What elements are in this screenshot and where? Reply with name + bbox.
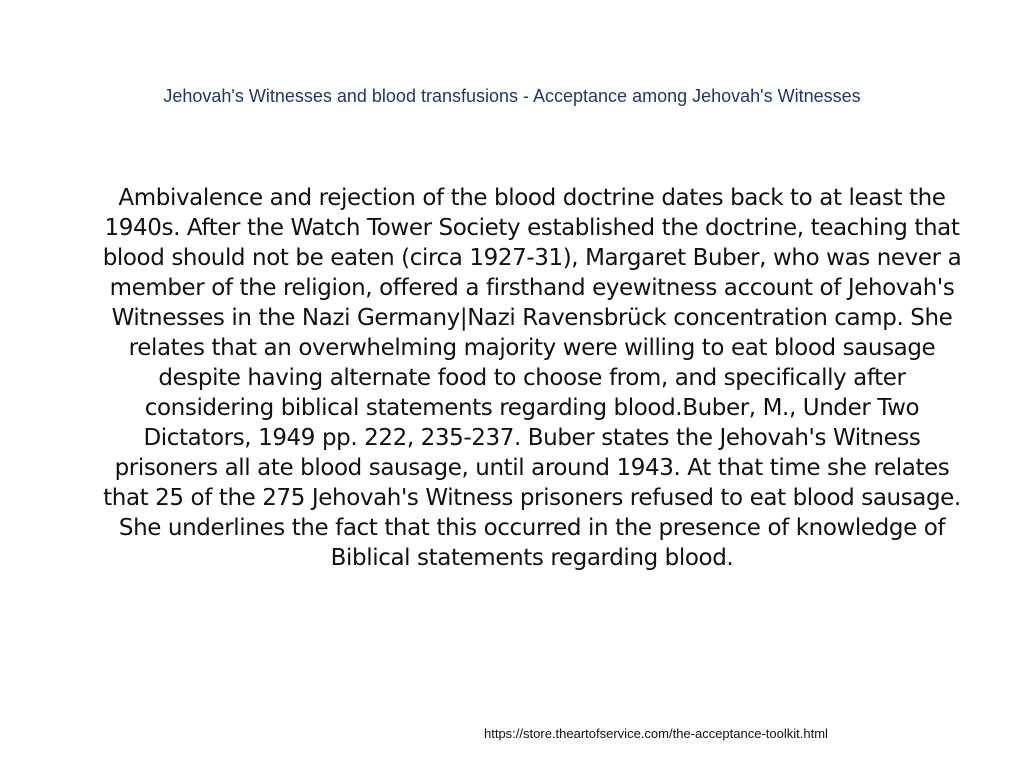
slide-body-text: Ambivalence and rejection of the blood doctrine dates back to at least the 1940s. After the Watch Tower Society established the doctrine, teaching that blood should not be eaten (circa 1927-31), Margaret Buber, who was never a member of the religion, offered a firsthand eyewitness account of Jehovah's Witnesses in the Nazi Germany|Nazi Ravensbrück concentration camp. She relates that an overwhelming majority were willing to eat blood sausage despite having alternate food to choose from, and specifically after considering biblical statements regarding blood.Buber, M., Under Two Dictators, 1949 pp. 222, 235-237. Buber states the Jehovah's Witness prisoners all ate blood sausage, until around 1943. At that time she relates that 25 of the 275 Jehovah's Witness prisoners refused to eat blood sausage. She underlines the fact that this occurred in the presence of knowledge of Biblical statements regarding blood. <box>102 185 962 571</box>
footer-url: https://store.theartofservice.com/the-acceptance-toolkit.html <box>484 726 828 741</box>
slide-title: Jehovah's Witnesses and blood transfusions - Acceptance among Jehovah's Witnesses <box>163 86 861 106</box>
